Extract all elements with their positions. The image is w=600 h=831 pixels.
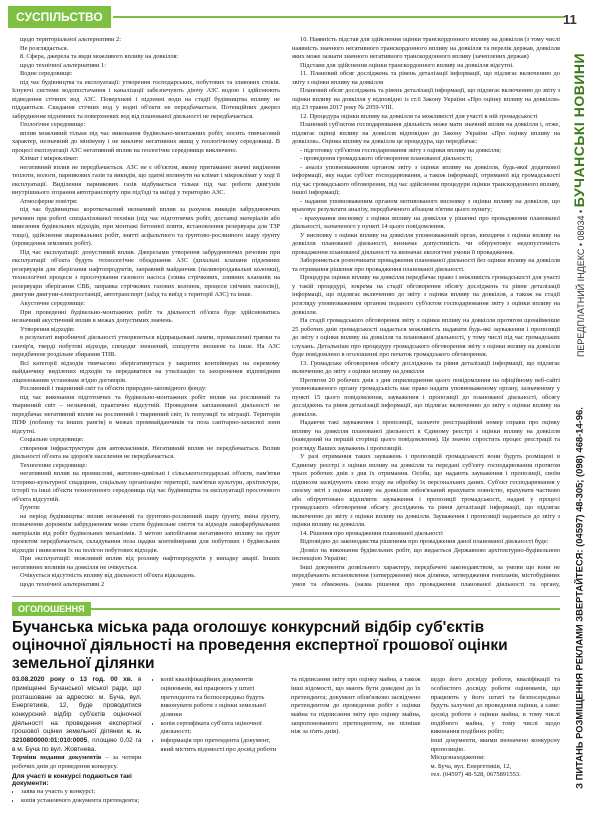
article-paragraph: під час будівництва та експлуатації: утворення господарських, побутових та зливових стоків. Існуючі системи водопостачання і каналізації забезпечують діючу АЗС водою і здійснюють відведення стічних вод АЗС. Поверхневі і підземні води на стадії будівництва впливу не піддаються. Скидання стічних вод у водні об'єкти не передбачається. Потенційних джерел забруднення підземних та поверхневих вод від планованої діяльності не передбачається. xyxy=(12,78,280,120)
required-document-item: • копія сертифіката суб'єкта оціночної діяльності; xyxy=(161,720,282,737)
announcement-title: Бучанська міська рада оголошує конкурсний відбір суб'єктів оціночної діяльності на проведення експертної грошової оцінки земельної ділянки xyxy=(12,619,508,672)
article-paragraph: 10. Наявність підстав для здійснення оцінки транскордонного впливу на довкілля (з тому числі наявність значного негативного транскордонного впливу на довкілля та перелік держав, довкілля яких може зазнати значного негативного транскордонного впливу (зачеплених держав) xyxy=(292,36,560,61)
article-paragraph: вплив можливий тільки під час виконання будівельно-монтажних робіт, носить тимчасовий характер, незначний до мінімуму і не викличе негативних явищ у геологічному середовищі. В процесі експлуатації АЗС негативний вплив на геологічне середовище виключено. xyxy=(12,129,280,154)
article-body xyxy=(12,36,560,591)
article-paragraph: створення інфраструктури для автовласників. Негативний вплив не передбачається. Вплив діяльності об'єкта на здоров'я населення не передбачається. xyxy=(12,444,280,461)
cadastre-number: к. н. 3210800000:01:010:0005 xyxy=(12,728,142,744)
announcement-paragraph: та підписання звіту про оцінку майна, а також інші відомості, що мають бути доведені до їх претендента; документ обов'язково засвідчено претендентом до проведення робіт з оцінки майна та підписання звіту про оцінку майна, запропонованого претендентом, не пізніше ніж за п'ять днів). xyxy=(291,676,421,736)
announcement-column-3 xyxy=(291,676,421,831)
article-paragraph: - проведення громадського обговорення планованої діяльності; xyxy=(300,155,473,163)
article-paragraph: на період будівництва: вплив незначний та ґрунтово-рослинний шару ґрунту, зміна ґрунту, позначення дорожнім забрудненням може стати будівельне сміття та відходів лакофарбувальних матеріалів від робіт будівельних механізмів. З метою запобігання негативного впливу на ґрунт проектом передбачається, складування поза щадки контейнерами для побутових і будівельних відходів і вивезення їх на полігон побутових відходів. xyxy=(12,512,280,554)
article-paragraph: під час виконання підготовчих та будівельно-монтажних робіт вплив на рослинний та тваринний світ – незначний, практично відсутній. Проведення запланованої діяльності не передбачає негативний вплив на рослинний і тваринний світ, їх популяції та міграції. Територія ППФ (поблизу та інших рангів) в межах проммайданчиків та поза санітарно-захисної зони відсутні. xyxy=(12,393,280,435)
announcement-label: ОГОЛОШЕННЯ xyxy=(12,602,91,616)
announcement-date: 03.08.2020 року о 13 год. 00 хв. xyxy=(12,676,133,684)
article-paragraph: Дозвіл на виконання будівельних робіт, що видається Державною архітектурно-будівельною інспекцією України; xyxy=(292,546,560,563)
announcement-intro-text: в приміщенні Бучанської міської ради, що розташоване за адресою: м. Буча, вул. Енергетиків, 12, буде проводитися конкурсний відбір суб'єктів оціночної діяльності на проведення експертної грошової оцінки земельної ділянки xyxy=(12,676,142,736)
required-document-item: • копія установчого документа претендента; xyxy=(21,797,142,806)
article-paragraph xyxy=(12,590,280,591)
page-header xyxy=(8,6,564,28)
terms-text: – за чотири робочих днів до проведення конкурсу. xyxy=(12,754,142,770)
article-paragraph: При проведенні будівельно-монтажних робіт та діяльності об'єкта буде здійснюватись незначний акустичний вплив в межах допустимих значень. xyxy=(12,308,280,325)
announcement-intro xyxy=(12,676,142,754)
article-column-right xyxy=(292,36,560,591)
article-paragraph: 13. Громадське обговорення обсягу досліджень та рівня деталізації інформації, що підлягає включенню до звіту з оцінки впливу на довкілля xyxy=(292,359,560,376)
newspaper-brand: БУЧАНСЬКІ НОВИНИ xyxy=(571,52,587,208)
article-paragraph: негативний вплив не передбачається. АЗС не є об'єктом, якому притаманні значні виділення теплоти, вологи, парникових газів та викидів, що здатні вплинути на клімат і мікроклімат у ході її експлуатації. Виділення парникових газів відбувається тільки під час роботи двигунів внутрішнього згорання автотранспорту при під'їзді та виїзді у територію АЗС. xyxy=(12,163,280,197)
announcement-column-4 xyxy=(431,676,561,831)
article-paragraph: Водне середовище: xyxy=(20,70,73,78)
ads-contact-text: З ПИТАНЬ РОЗМІЩЕННЯ РЕКЛАМИ ЗВЕРТАЙТЕСЯ: (04597) 48-305; (098) 468-14-96. xyxy=(573,406,585,789)
header-rule xyxy=(113,16,564,18)
article-paragraph: щодо територіальної альтернативи 2: xyxy=(20,36,121,43)
article-paragraph: Відповідно до законодавства рішенням про провадження даної планованої діяльності буде: xyxy=(300,538,549,546)
article-paragraph: При експлуатації: можливий вплив від розливу нафтопродуктів у випадку аварії. Інших негативних впливів на довкілля не очікується. xyxy=(12,555,280,571)
required-document-item: • копії кваліфікаційних документів оцінювачів, які працюють у штаті претендента та безпосередньо будуть виконувати роботи з оцінки земельної ділянки xyxy=(161,676,282,719)
article-paragraph: Атмосферне повітря: xyxy=(20,197,78,205)
terms-heading: Терміни подання документів xyxy=(12,754,102,762)
terms-line xyxy=(12,754,142,771)
announcement-paragraph: тел. (04597) 48-528, 0675891553. xyxy=(430,771,521,779)
article-paragraph: 8. Сфера, джерела та види можливого впливу на довкілля: xyxy=(20,53,179,61)
article-paragraph: Ґрунти: xyxy=(20,504,41,512)
side-brand-block xyxy=(562,40,596,370)
article-paragraph: щодо технічної альтернативи 2 xyxy=(20,581,105,588)
announcement-intro-tail: , площею 0,02 га в м. Буча по вул. Жовтнева. xyxy=(12,736,142,753)
article-paragraph: Підстави для здійснення оцінки транскордонного впливу на довкілля відсутні. xyxy=(300,61,514,69)
article-paragraph: Не розглядається. xyxy=(20,44,69,52)
article-paragraph: під час будівництва: короткочасний незначний вплив за рахунок викидів забруднюючих речовин при роботі спеціалізованої техніки (під час підготовчих робіт, доставці матеріалів або вивезення будівельних відходів, при монтажі бетонної плити, встановлення резервуара для ТЗР тощо), здійснення зварювальних робіт, знятті асфальтного та ґрунтово-рослинного шару ґрунту (проведення земляних робіт). xyxy=(12,206,280,248)
docs-list-2 xyxy=(152,676,282,754)
docs-list-1 xyxy=(12,788,142,805)
announcement-paragraph: Місцезнаходження: xyxy=(430,754,485,762)
section-title: СУСПІЛЬСТВО xyxy=(8,6,111,28)
article-paragraph: Клімат і мікроклімат: xyxy=(20,155,79,163)
announcement-column-1 xyxy=(12,676,142,831)
announcement-paragraph: м. Буча, вул. Енергетиків, 12, xyxy=(430,762,512,770)
article-paragraph: Надаючи такі зауваження і пропозиції, зазначте реєстраційний номер справи про оцінку впливу на довкілля планованої діяльності в Єдиному реєстрі з оцінки впливу на довкілля (наведений на першій сторінці цього повідомлення). Це значно спростить процес реєстрації та розгляду Ваших зауважень і пропозицій. xyxy=(292,419,560,452)
article-paragraph: Рослинний і тваринний світ та об'єкти природно-заповідного фонду: xyxy=(20,385,207,393)
article-paragraph: - підготовку суб'єктом господарювання звіту з оцінки впливу на довкілля; xyxy=(300,146,502,154)
article-paragraph: негативний вплив на промислові, житлово-цивільні і сільськогосподарські об'єкти, пам'ятки історико-культурної спадщини, соціальну організацію території, пам'ятки культури, архітектури, історії та інші об'єкти техногенного середовища під час будівництва та експлуатації просочового об'єкта відсутній. xyxy=(12,470,280,503)
article-paragraph: Протягом 20 робочих днів з дня оприлюднення цього повідомлення на офіційному веб-сайті уповноваженого органу громадськість має право надати уповноваженому органу, зазначеному у пункті 15 цього повідомлення, зауваження і пропозиції до планованої діяльності, обсягу досліджень та рівня деталізації інформації, що підлягає включенню до звіту з оцінки впливу на довкілля. xyxy=(292,376,560,418)
article-paragraph: Забороняється розпочинати провадження планованої діяльності без оцінки впливу на довкілля та отримання рішення про провадження планованої діяльності. xyxy=(292,257,560,273)
article-paragraph: У висновку з оцінки впливу на довкілля уповноважений орган, виходячи з оцінки впливу на довкілля планованої діяльності, визначає допустимість чи обґрунтовує недопустимість провадження планованої діяльності та визначає екологічні умови її провадження. xyxy=(292,231,560,256)
article-paragraph: - врахування висновку з оцінки впливу на довкілля у рішенні про провадження планованої діяльності, зазначеного у пункті 14 цього повідомлення. xyxy=(292,214,560,231)
article-paragraph: На стадії громадського обговорення звіту з оцінки впливу на довкілля протягом щонайменше 25 робочих днів громадськості надається можливість надавати будь-які зауваження і пропозиції до звіту з оцінки впливу на довкілля та планованої діяльності, у тому числі під час громадських слухань. Детальніше про процедуру громадського обговорення звіту з оцінки впливу на довкілля буде повідомлено в оголошенні про початок громадського обговорення. xyxy=(292,317,560,359)
announcement-paragraph: інші документи, якими визначено конкурсну пропозицію. xyxy=(430,736,560,753)
section-divider xyxy=(12,596,560,597)
announcement-columns xyxy=(12,676,560,831)
article-paragraph: Соціальне середовище: xyxy=(20,436,84,444)
article-paragraph: Акустичне середовище: xyxy=(20,299,86,307)
article-paragraph: Плановий суб'єктом господарювання діяльність може мати значний вплив на довкілля і, отже, підлягає оцінці впливу на довкілля відповідно до Закону України «Про оцінку впливу на довкілля». Оцінка впливу на довкілля це процедура, що передбачає: xyxy=(292,121,560,146)
article-paragraph: щодо технічної альтернативи 1: xyxy=(20,61,107,69)
required-document-item: • інформація про претендента (документ, який містить відомості про досвід роботи xyxy=(161,737,282,754)
article-paragraph: У разі отримання таких зауважень і пропозицій громадськості вони будуть розміщені в Єдиному реєстрі з оцінки впливу на довкілля та передані суб'єкту господарювання протягом трьох робочих днів з дня їх отримання. Особи, що надають зауваження і пропозиції, своїм підписом засвідчують свою згоду на обробку їх персональних даних. Суб'єкт господарювання у своєму звіті з оцінки впливу на довкілля зобов'язаний врахувати повністю, врахувати частково або обґрунтовано відхилити зауваження і пропозиції громадськості, надані у процесі громадського обговорення обсягу досліджень та рівня деталізації інформації, що підлягає включенню до звіту з оцінки впливу на довкілля. Зауваження і пропозиції надаються до звіту з оцінки впливу на довкілля. xyxy=(292,453,560,529)
side-strip xyxy=(562,40,596,825)
required-document-item: • заява на участь у конкурсі; xyxy=(21,788,142,797)
article-paragraph: Інші документи дозвільного характеру, передбачені законодавством, за умови що вони не передбачають встановлення (затвердження) меж ділянки, затвердження генпланів, містобудівних умов та обмежень. (назва рішення про провадження планованої діяльності та органу, xyxy=(292,563,560,588)
announcement-column-2 xyxy=(152,676,282,831)
docs-heading: Для участі в конкурсі подаються такі документи: xyxy=(12,773,132,788)
article-paragraph: Техногенне середовище: xyxy=(20,461,87,469)
article-paragraph: 12. Процедура оцінки впливу на довкілля та можливості для участі в ній громадськості xyxy=(300,112,538,120)
article-paragraph: 14. Рішення про провадження планованої діяльності xyxy=(300,529,443,537)
article-paragraph: Процедура оцінки впливу на довкілля передбачає право і можливість громадськості для участі у такій процедурі, зокрема на стадії обговорення обсягу досліджень та рівня деталізації інформації, що підлягає включенню до звіту з оцінки впливу на довкілля, а також на стадії розгляду уповноваженим органом поданого суб'єктом господарювання звіту з оцінки впливу на довкілля. xyxy=(292,274,560,316)
article-paragraph: Плановий обсяг досліджень та рівень деталізації інформації, що підлягає включенню до звіту з оцінки впливу на довкілля у відповідно із ст.6 Закону України «Про оцінку впливу на довкілля» від 23 травня 2017 року № 2059-VIII. xyxy=(292,87,560,112)
article-paragraph: Геологічне середовище: xyxy=(20,121,86,129)
announcement-header xyxy=(12,602,560,616)
article-paragraph: - надання уповноваженим органом мотивованого висновку з оцінки впливу на довкілля, що враховує результати аналізу, передбаченого абзацом п'ятим цього пункту; xyxy=(292,197,560,214)
announcement xyxy=(12,602,560,826)
article-paragraph: 11. Плановий обсяг досліджень та рівень деталізації інформації, що підлягає включенню до звіту з оцінки впливу на довкілля xyxy=(292,70,560,86)
article-paragraph: - аналіз уповноваженим органом звіту з оцінки впливу на довкілля, будь-якої додаткової інформації, яку надає суб'єкт господарювання, а також інформації, отриманої від громадськості під час громадського обговорення, під час здійснення процедури оцінки транскордонного впливу, іншої інформації; xyxy=(292,163,560,197)
article-paragraph: Всі категорії відходів тимчасово зберігатимуться у закритих контейнерах на окремому майданчику виділених відходів та передаватися на утилізацію та захоронення відповідним ліцензованим установам згідно договорів. xyxy=(12,359,280,384)
announcement-rule xyxy=(91,608,560,610)
announcement-paragraph: щодо його досвіду роботи, кваліфікації та особистого досвіду роботи оцінювачів, що працюють у його штаті та безпосередньо будуть залучені до проведення оцінки, а саме: досвід роботи з оцінки майна, в тому числі подібного майна, у тому числі щодо виконання подібних робіт; xyxy=(430,676,560,736)
page-number: 11 xyxy=(563,12,577,27)
index-text: ПЕРЕДПЛАТНИЙ ІНДЕКС • 08034 • xyxy=(576,209,586,358)
article-paragraph: Утворення відходів: xyxy=(20,325,75,333)
article-paragraph: Під час експлуатації: допустимий вплив. Джерелами утворення забруднюючих речовин при експлуатації об'єкта будуть технологічне обладнання АЗС (дихальні клапани підземних резервуарів для зберігання нафтопродуктів, заправний майданчик (паливороздавальні колонки), технологічні процеси з просочування газового насоса (злива стрічкових, зливних клапанів на резервуари зберігання СВБ, заправка стрічкових газових колонок, процеси свічних насосів)), двигуни двигуни-електростанції, автотранспорт (заїзд та виїзд з території АЗС) та інше. xyxy=(12,248,280,299)
article-paragraph: Очікується відсутність впливу від діяльності об'єкта відкладень. xyxy=(20,572,196,580)
side-ads-block xyxy=(562,370,596,825)
article-column-left xyxy=(12,36,280,591)
article-paragraph: в результаті виробничої діяльності утворюються відпрацьовані лампи, промасленні тряпки та ганчір'я, тверді побутові відходи, спецодяг зношений, спецзуття зношене та інше. На АЗС передбачене роздільне збирання ТПВ. xyxy=(12,334,280,359)
